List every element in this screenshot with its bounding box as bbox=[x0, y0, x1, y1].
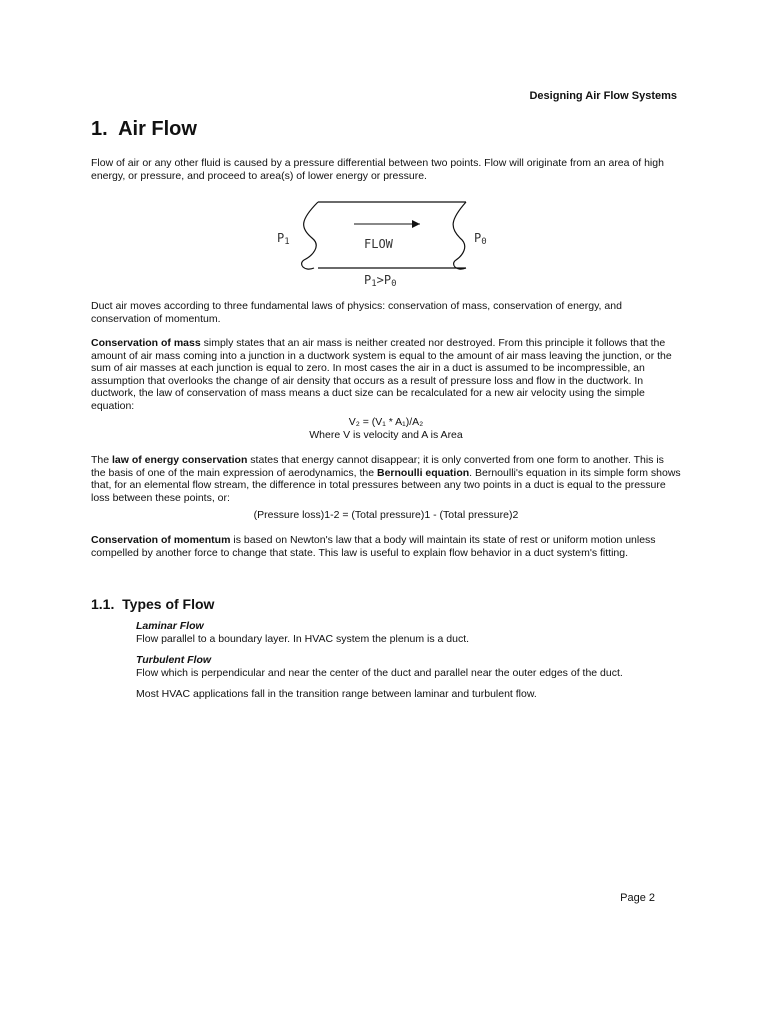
subsection-title: Types of Flow bbox=[122, 596, 215, 612]
running-header: Designing Air Flow Systems bbox=[529, 90, 677, 102]
duct-left-end bbox=[302, 202, 318, 269]
mass-paragraph bbox=[91, 337, 681, 413]
laminar-item bbox=[136, 620, 696, 645]
energy-text-2: . Bernoulli's equation in its simple form shows that, for an elemental flow stream, the difference in total pressures between any two points in a duct is equal to the pressure loss between these points, or: bbox=[91, 466, 681, 504]
p1-label: P1 bbox=[277, 231, 290, 247]
transition-paragraph: Most HVAC applications fall in the transition range between laminar and turbulent flow. bbox=[136, 688, 537, 700]
section-title: Air Flow bbox=[118, 118, 197, 140]
intro-paragraph: Flow of air or any other fluid is caused by a pressure differential between two points. Flow will originate from an area of high energy, or pressure, and proceed to area(s) of lower energy or pressure. bbox=[91, 157, 664, 182]
laminar-title: Laminar Flow bbox=[136, 620, 204, 632]
energy-equation: (Pressure loss)1-2 = (Total pressure)1 - (Total pressure)2 bbox=[253, 509, 519, 521]
turbulent-text: Flow which is perpendicular and near the center of the duct and parallel near the outer edges of the duct. bbox=[136, 666, 623, 679]
energy-text-1: states that energy cannot disappear; it is only converted from one form to another. This is the basis of one of the main expression of aerodynamics, the bbox=[91, 454, 664, 479]
arrow-right-icon bbox=[412, 220, 420, 228]
mass-text: simply states that an air mass is neither created nor destroyed. From this principle it follows that the amount of air mass coming into a junction in a ductwork system is equal to the amount of air mass leaving the junction, or the sum of air masses at each junction is equal to zero. In most cases the air in a duct is assumed to be incompressible, an assumption that overlooks the change of air density that occurs as a result of pressure loss and flow in the ductwork. In ductwork, the law of conservation of mass means a duct size can be recalculated for a new air velocity using the simple equation: bbox=[91, 337, 672, 412]
turbulent-title: Turbulent Flow bbox=[136, 654, 212, 666]
subsection-heading bbox=[91, 596, 214, 612]
flow-label: FLOW bbox=[364, 237, 393, 251]
duct-right-end bbox=[453, 202, 466, 269]
section-number: 1. bbox=[91, 118, 108, 140]
mass-term: Conservation of mass bbox=[91, 337, 201, 349]
momentum-term: Conservation of momentum bbox=[91, 534, 231, 546]
page-number: Page 2 bbox=[620, 892, 655, 904]
momentum-paragraph bbox=[91, 534, 681, 559]
laminar-text: Flow parallel to a boundary layer. In HVAC system the plenum is a duct. bbox=[136, 632, 470, 645]
energy-lead: The bbox=[91, 454, 113, 466]
pressure-relation: P1>P0 bbox=[364, 273, 397, 289]
mass-equation-note: Where V is velocity and A is Area bbox=[309, 429, 463, 441]
bernoulli-term: Bernoulli equation bbox=[377, 466, 470, 479]
duct-flow-diagram bbox=[270, 198, 510, 298]
mass-equation: V₂ = (V₁ * A₁)/A₂ bbox=[348, 416, 424, 428]
energy-paragraph bbox=[91, 454, 681, 504]
p0-label: P0 bbox=[474, 231, 487, 247]
energy-term: law of energy conservation bbox=[112, 454, 248, 466]
subsection-number: 1.1. bbox=[91, 596, 115, 612]
section-heading bbox=[91, 118, 197, 141]
momentum-text: is based on Newton's law that a body will maintain its state of rest or uniform motion unless compelled by another force to change that state. This law is useful to explain flow behavior in a duct system's fitting. bbox=[91, 534, 656, 559]
turbulent-item bbox=[136, 654, 696, 679]
laws-intro-paragraph: Duct air moves according to three fundamental laws of physics: conservation of mass, conservation of energy, and conservation of momentum. bbox=[91, 300, 622, 325]
